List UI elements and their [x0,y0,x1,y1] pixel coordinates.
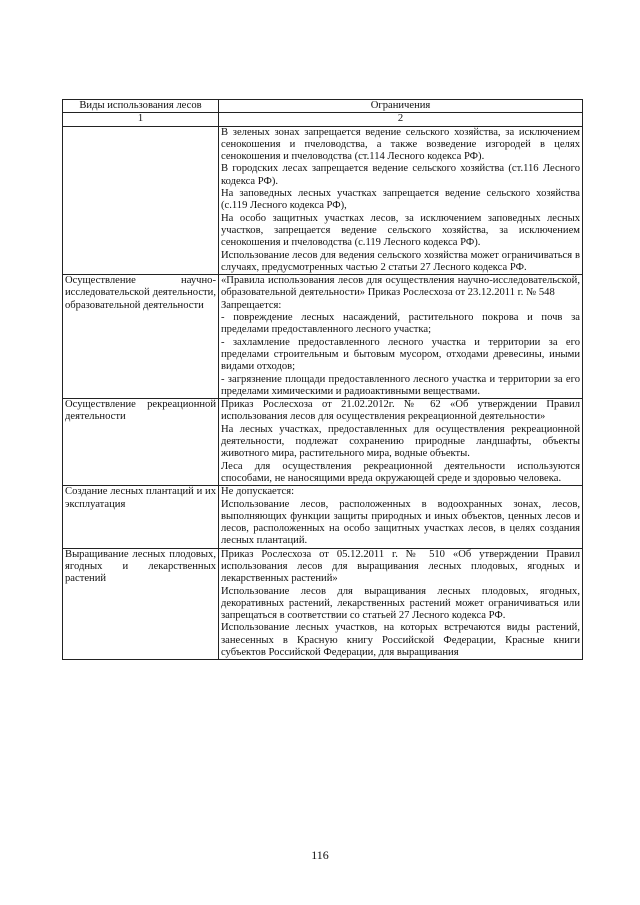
usage-type-cell: Выращивание лесных плодовых, ягодных и лекарственных растений [63,548,219,660]
usage-type-cell: Осуществление рекреационной деятельности [63,399,219,486]
header-usage-types: Виды использования лесов [63,100,219,113]
table-row [63,275,583,399]
usage-type-cell: Создание лесных плантаций и их эксплуатация [63,486,219,548]
usage-type-cell [63,126,219,275]
restriction-paragraph: Использование лесов для выращивания лесных плодовых, ягодных, декоративных растений, лекарственных растений может ограничиваться или запрещаться в соответствии со статьей 27 Лесного кодекса РФ. [221,585,580,622]
table-row [63,548,583,660]
restriction-paragraph: В зеленых зонах запрещается ведение сельского хозяйства, за исключением сенокошения и пчеловодства, а также возведение изгородей в целях сенокошения и пчеловодства (ст.114 Лесного кодекса РФ). [221,126,580,163]
header-row [63,100,583,113]
usage-type-cell: Осуществление научно-исследовательской деятельности, образовательной деятельности [63,275,219,399]
restriction-paragraph: Приказ Рослесхоза от 05.12.2011 г. № 510 «Об утверждении Правил использования лесов для выращивания лесных плодовых, ягодных и лекарственных растений» [221,548,580,585]
restriction-paragraph: На лесных участках, предоставленных для осуществления рекреационной деятельности, подлежат сохранению природные ландшафты, объекты животного мира, растительного мира, водные объекты. [221,423,580,460]
restriction-paragraph: Запрещается: [221,299,282,311]
header-restrictions: Ограничения [219,100,583,113]
restriction-paragraph: Не допускается: [221,486,295,498]
restriction-paragraph: Леса для осуществления рекреационной деятельности используются способами, не наносящими вреда окружающей среде и здоровью человека. [221,460,580,484]
restriction-paragraph: - загрязнение площади предоставленного лесного участка и территории за его пределами химическими и радиоактивными веществами. [221,373,580,397]
restrictions-cell [219,275,583,399]
restrictions-cell [219,548,583,660]
table-row [63,486,583,548]
restrictions-cell [219,486,583,548]
restriction-paragraph: - захламление предоставленного лесного участка и территории за его пределами строительным и бытовым мусором, отходами древесины, иными видами отходов; [221,336,580,373]
restrictions-cell [219,399,583,486]
restrictions-cell [219,126,583,275]
restriction-paragraph: На заповедных лесных участках запрещается ведение сельского хозяйства (с.119 Лесного кодекса РФ), [221,188,580,212]
restriction-paragraph: - повреждение лесных насаждений, растительного покрова и почв за пределами предоставленного лесного участка; [221,312,580,336]
restrictions-table [62,99,583,660]
column-number-2: 2 [219,113,583,126]
table-row [63,126,583,275]
page-number: 116 [311,848,329,862]
column-number-row [63,113,583,126]
table-row [63,399,583,486]
column-number-1: 1 [63,113,219,126]
restriction-paragraph: Приказ Рослесхоза от 21.02.2012г. № 62 «Об утверждении Правил использования лесов для осуществления рекреационной деятельности» [221,399,580,423]
restriction-paragraph: «Правила использования лесов для осуществления научно-исследовательской, образовательной деятельности» Приказ Рослесхоза от 23.12.2011 г. № 548 [221,275,580,299]
restriction-paragraph: В городских лесах запрещается ведение сельского хозяйства (ст.116 Лесного кодекса РФ). [221,163,580,187]
restriction-paragraph: Использование лесов для ведения сельского хозяйства может ограничиваться в случаях, предусмотренных частью 2 статьи 27 Лесного кодекса РФ. [221,249,580,273]
restriction-paragraph: На особо защитных участках лесов, за исключением заповедных лесных участков, запрещается ведение сельского хозяйства, за исключением сенокошения и пчеловодства (с.119 Лесного кодекса РФ). [221,212,580,249]
restriction-paragraph: Использование лесов, расположенных в водоохранных зонах, лесов, выполняющих функции защиты природных и иных объектов, ценных лесов и лесов, расположенных на особо защитных участках лесов, в целях создания лесных плантаций. [221,498,580,547]
restriction-paragraph: Использование лесных участков, на которых встречаются виды растений, занесенных в Красную книгу Российской Федерации, Красные книги субъектов Российской Федерации, для выращивания [221,622,580,659]
